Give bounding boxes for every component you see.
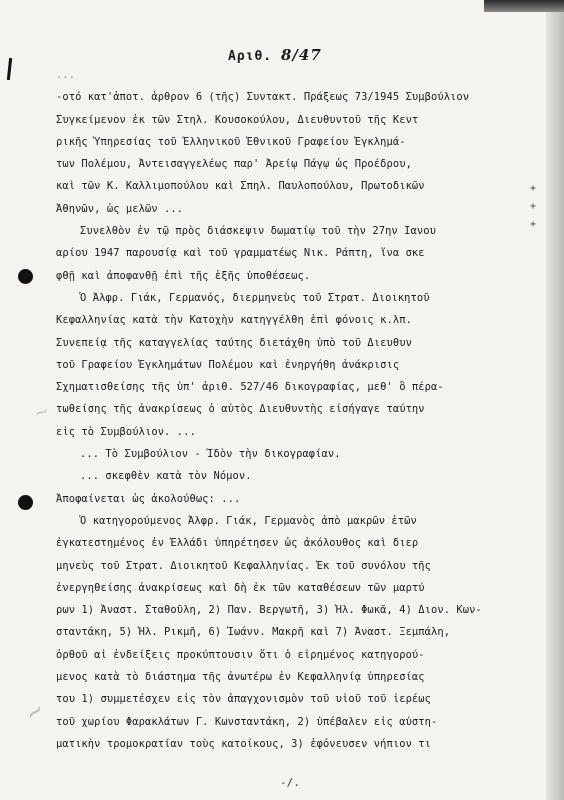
scan-edge: [546, 0, 564, 800]
text-line: ματικὴν τρομοκρατίαν τοὺς κατοίκους, 3) ἐφόνευσεν νήπιον τι: [56, 737, 431, 750]
text-line: Ἀποφαίνεται ὡς ἀκολούθως: ...: [56, 492, 241, 505]
margin-mark: [7, 58, 12, 80]
text-line: Συνεπείᾳ τῆς καταγγελίας ταύτης διετάχθη ὑπὸ τοῦ Διευθυν: [56, 336, 412, 349]
scan-edge-top: [484, 0, 564, 12]
text-line: καὶ τῶν Κ. Καλλιμοπούλου καὶ Σπηλ. Παυλοπούλου, Πρωτοδικῶν: [56, 180, 425, 193]
text-line: Ἀθηνῶν, ὡς μελῶν ...: [56, 202, 184, 215]
text-line: Κεφαλληνίας κατὰ τὴν Κατοχὴν κατηγγέλθη ἐπὶ φόνοις κ.λπ.: [56, 314, 412, 327]
text-line: αρίου 1947 παρουσίᾳ καὶ τοῦ γραμματέως Νικ. Ράπτη, ἵνα σκε: [56, 247, 425, 260]
text-line: Σχηματισθείσης τῆς ὑπ' ἀριθ. 527/46 δικογραφίας, μεθ' ὃ πέρα-: [56, 381, 444, 394]
text-line: Συνελθὸν ἐν τῷ πρὸς διάσκεψιν δωματίῳ τοῦ τὴν 27ην Ιανου: [80, 225, 436, 238]
text-line: ...: [56, 69, 76, 81]
text-line: τωθείσης τῆς ἀνακρίσεως ὁ αὐτὸς Διευθυντὴς εἰσήγαγε ταύτην: [56, 403, 425, 416]
tick-mark: +: [530, 183, 537, 194]
tick-mark: +: [530, 201, 537, 212]
text-line: μενος κατὰ τὸ διάστημα τῆς ἀνωτέρω ἐν Κεφαλληνίᾳ ὑπηρεσίας: [56, 671, 425, 684]
text-line: Συγκείμενον ἐκ τῶν Στηλ. Κουσοκούλου, Διευθυντοῦ τῆς Κεντ: [56, 113, 419, 126]
margin-scan-marks: [530, 180, 546, 234]
page-footer-mark: -/.: [280, 776, 300, 789]
punch-hole: [18, 269, 33, 284]
tick-mark: +: [530, 219, 537, 230]
text-line: ρικῆς Ὑπηρεσίας τοῦ Ἑλληνικοῦ Ἐθνικοῦ Γραφείου Ἐγκλημά-: [56, 135, 406, 148]
document-number: 8/47: [280, 46, 322, 64]
text-line: ... Τὸ Συμβούλιον - Ἰδὸν τὴν δικογραφίαν.: [80, 448, 341, 461]
handwritten-annotation: ~: [30, 400, 53, 425]
text-line: Ὁ κατηγορούμενος Ἀλφρ. Γιάκ, Γερμανὸς ἀπὸ μακρῶν ἐτῶν: [80, 514, 417, 527]
text-line: εἰς τὸ Συμβούλιον. ...: [56, 425, 196, 438]
document-number-header: [228, 46, 322, 64]
text-line: τοῦ Γραφείου Ἐγκλημάτων Πολέμου καὶ ἐνηργήθη ἀνάκρισις: [56, 358, 400, 371]
punch-hole: [18, 495, 33, 510]
text-line: φθῇ καὶ ἀποφανθῇ ἐπὶ τῆς ἑξῆς ὑποθέσεως.: [56, 269, 311, 282]
text-line: σταντάκη, 5) Ἠλ. Ρικμῆ, 6) Ἰωάνν. Μακρῆ καὶ 7) Ἀναστ. Ξεμπάλη,: [56, 626, 451, 639]
text-line: μηνεὺς τοῦ Στρατ. Διοικητοῦ Κεφαλληνίας. Ἐκ τοῦ συνόλου τῆς: [56, 559, 431, 572]
text-line: του 1) συμμετέσχεν εἰς τὸν ἀπαγχονισμὸν τοῦ υἱοῦ τοῦ ἱερέως: [56, 693, 431, 706]
text-line: τοῦ χωρίου Φαρακλάτων Γ. Κωνσταντάκη, 2) ὑπέβαλεν εἰς αὐστη-: [56, 715, 438, 728]
document-body: [56, 64, 504, 755]
text-line: ... σκεφθὲν κατὰ τὸν Νόμον.: [80, 470, 252, 483]
text-line: ἐνεργηθείσης ἀνακρίσεως καὶ δὴ ἐκ τῶν καταθέσεων τῶν μαρτύ: [56, 581, 425, 594]
document-number-label: Αριθ.: [228, 49, 273, 64]
text-line: Ὁ Ἀλφρ. Γιάκ, Γερμανός, διερμηνεὺς τοῦ Στρατ. Διοικητοῦ: [80, 291, 430, 304]
text-line: ἐγκατεστημένος ἐν Ἑλλάδι ὑπηρέτησεν ὡς ἀκόλουθος καὶ διερ: [56, 537, 419, 550]
handwritten-annotation: ~: [20, 696, 51, 729]
text-line: -οτό κατ'ἀποτ. ἀρθρον 6 (τῆς) Συντακτ. Πράξεως 73/1945 Συμβούλιον: [56, 91, 470, 104]
text-line: ὀρθοῦ αἱ ἐνδείξεις προκύπτουσιν ὅτι ὁ εἰρημένος κατηγορού-: [56, 648, 425, 661]
text-line: ρων 1) Ἀναστ. Σταθοῦλη, 2) Παν. Βεργωτῆ, 3) Ἠλ. Φωκᾶ, 4) Διον. Κων-: [56, 604, 482, 617]
text-line: των Πολέμου, Ἀντεισαγγελέως παρ' Ἀρείῳ Πάγῳ ὡς Προέδρου,: [56, 158, 412, 171]
